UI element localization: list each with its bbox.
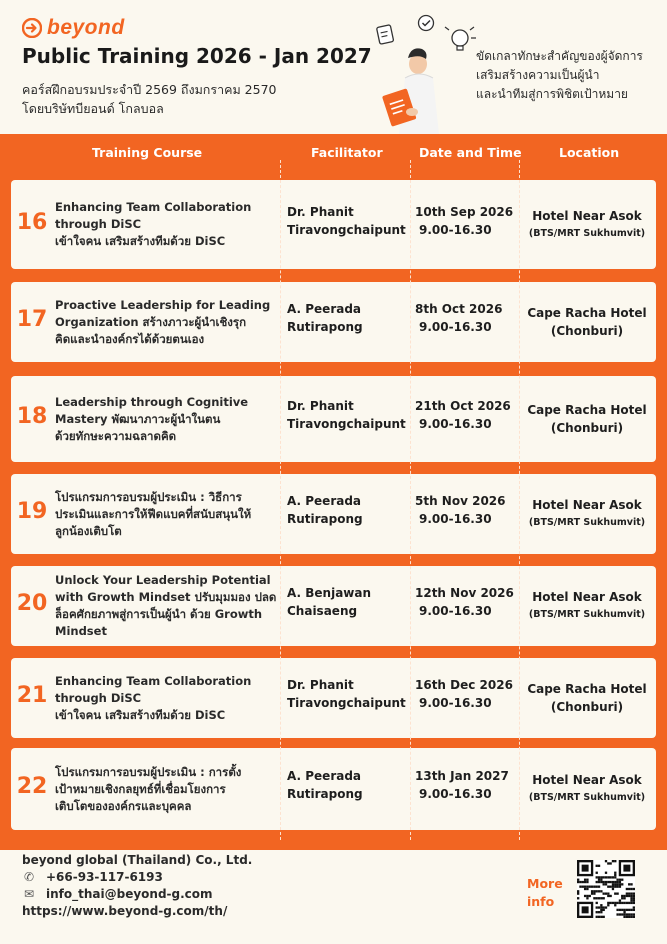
location-detail: (BTS/MRT Sukhumvit) <box>528 609 646 620</box>
course-title-line: ลูกน้องเติบโต <box>55 523 122 538</box>
course-title-line: through DiSC <box>55 217 142 231</box>
course-title-line: Mindset <box>55 624 107 638</box>
date-time <box>415 584 514 620</box>
more-info-line: info <box>527 894 555 909</box>
course-title-line: เติบโตขององค์กรและบุคคล <box>55 798 192 813</box>
course-title <box>55 394 248 445</box>
course-title-line: เข้าใจคน เสริมสร้างทีมด้วย DiSC <box>55 234 226 248</box>
facilitator-name-line: A. Peerada <box>287 494 362 508</box>
facilitator-name-line: Tiravongchaipunt <box>287 222 406 237</box>
course-title-line: โปรแกรมการอบรมผู้ประเมิน : วิธีการ <box>55 489 242 504</box>
facilitator <box>287 492 363 528</box>
table-row <box>11 376 656 462</box>
date-time <box>415 203 513 239</box>
course-title-line: ล็อคศักยภาพสู่การเป็นผู้นำ ด้วย Growth <box>55 607 263 621</box>
location-detail: (BTS/MRT Sukhumvit) <box>528 227 646 239</box>
location-name: Cape Racha Hotel <box>527 682 647 696</box>
subtitle-line: คอร์สฝึกอบรมประจำปี 2569 ถึงมกราคม 2570 <box>22 82 277 97</box>
phone-icon: ✆ <box>23 870 35 884</box>
course-title-line: through DiSC <box>55 690 142 705</box>
location-detail: (Chonburi) <box>550 700 624 714</box>
course-number: 18 <box>16 404 48 429</box>
location-detail: (Chonburi) <box>550 421 624 435</box>
column-divider <box>519 160 520 840</box>
course-title-line: โปรแกรมการอบรมผู้ประเมิน : การตั้ง <box>55 764 242 779</box>
checkmark-icon <box>419 16 434 31</box>
course-number: 20 <box>16 591 48 616</box>
facilitator <box>287 397 406 433</box>
facilitator-name-line: A. Peerada <box>287 769 362 783</box>
lightbulb-icon <box>445 27 476 50</box>
table-row <box>11 474 656 554</box>
course-title-line: คิดและนำองค์กรได้ด้วยตนเอง <box>55 331 205 346</box>
session-date: 13th Jan 2027 <box>415 769 509 783</box>
course-title-line: เป้าหมายเชิงกลยุทธ์ที่เชื่อมโยงการ <box>55 781 226 796</box>
course-title-line: Enhancing Team Collaboration <box>55 673 252 688</box>
course-title <box>55 764 241 815</box>
facilitator <box>287 203 406 239</box>
brand-logo <box>22 16 125 40</box>
column-header-facilitator: Facilitator <box>311 145 383 160</box>
facilitator-name-line: Rutirapong <box>287 320 363 334</box>
column-header-course: Training Course <box>92 145 203 160</box>
location-name: Hotel Near Asok <box>532 498 642 512</box>
session-date: 10th Sep 2026 <box>415 204 514 219</box>
facilitator <box>287 767 363 803</box>
table-row <box>11 658 656 738</box>
document-icon <box>376 25 393 45</box>
location <box>521 771 653 807</box>
more-info-line: More <box>527 876 563 891</box>
session-date: 5th Nov 2026 <box>415 494 506 508</box>
page-subtitle <box>22 80 277 118</box>
facilitator-name-line: Dr. Phanit <box>287 399 354 413</box>
session-time: 9.00-16.30 <box>419 417 492 431</box>
tagline-line: และนำทีมสู่การพิชิตเป้าหมาย <box>476 87 628 101</box>
session-time: 9.00-16.30 <box>419 512 492 526</box>
page-title: Public Training 2026 - Jan 2027 <box>22 44 372 68</box>
location <box>521 401 653 437</box>
facilitator <box>287 676 406 712</box>
facilitator-name-line: Tiravongchaipunt <box>287 417 406 431</box>
session-date: 21th Oct 2026 <box>415 399 511 413</box>
facilitator-name-line: Rutirapong <box>287 512 363 526</box>
facilitator-name-line: Dr. Phanit <box>287 204 354 219</box>
date-time <box>415 397 511 433</box>
website-link[interactable]: https://www.beyond-g.com/th/ <box>22 904 228 918</box>
location-name: Hotel Near Asok <box>532 590 642 604</box>
email-address[interactable]: info_thai@beyond-g.com <box>46 887 213 901</box>
qr-code[interactable] <box>577 860 635 918</box>
phone-number[interactable]: +66-93-117-6193 <box>46 870 163 884</box>
date-time <box>415 676 513 712</box>
table-row <box>11 180 656 269</box>
course-title-line: Proactive Leadership for Leading <box>55 297 271 312</box>
tagline-line: ขัดเกลาทักษะสำคัญของผู้จัดการ <box>476 49 643 63</box>
more-info-label <box>527 875 563 911</box>
session-time: 9.00-16.30 <box>419 787 492 801</box>
column-divider <box>280 160 281 840</box>
session-time: 9.00-16.30 <box>419 222 492 237</box>
facilitator-name-line: A. Peerada <box>287 302 362 316</box>
course-number: 17 <box>16 307 48 332</box>
date-time <box>415 300 502 336</box>
facilitator-name-line: A. Benjawan <box>287 586 372 600</box>
table-row <box>11 282 656 362</box>
course-title-line: Leadership through Cognitive <box>55 394 249 409</box>
session-time: 9.00-16.30 <box>419 604 492 618</box>
session-time: 9.00-16.30 <box>419 320 492 334</box>
course-number: 19 <box>16 499 48 524</box>
course-title <box>55 199 251 250</box>
facilitator-name-line: Chaisaeng <box>287 604 358 618</box>
location-detail: (BTS/MRT Sukhumvit) <box>528 792 646 803</box>
column-header-location: Location <box>559 145 620 160</box>
location <box>521 680 653 716</box>
course-title-line: Mastery พัฒนาภาวะผู้นำในตน <box>55 411 221 426</box>
course-title-line: Organization สร้างภาวะผู้นำเชิงรุก <box>55 314 247 329</box>
course-title-line: Enhancing Team Collaboration <box>55 200 252 214</box>
location-detail: (Chonburi) <box>550 324 624 338</box>
beyond-logo-icon <box>22 18 42 38</box>
table-row <box>11 566 656 646</box>
facilitator <box>287 300 363 336</box>
location-name: Hotel Near Asok <box>532 208 642 223</box>
date-time <box>415 492 506 528</box>
course-title-line: Unlock Your Leadership Potential <box>55 573 271 587</box>
course-number: 21 <box>16 683 48 708</box>
reading-person-illustration <box>372 14 482 134</box>
location <box>521 588 653 624</box>
column-header-date: Date and Time <box>419 145 522 160</box>
session-date: 12th Nov 2026 <box>415 586 514 600</box>
date-time <box>415 767 509 803</box>
session-date: 8th Oct 2026 <box>415 302 503 316</box>
location-detail: (BTS/MRT Sukhumvit) <box>528 517 646 528</box>
brand-name: beyond <box>47 16 125 39</box>
table-row <box>11 748 656 830</box>
subtitle-line: โดยบริษัทบียอนด์ โกลบอล <box>22 101 164 116</box>
course-title-line: ด้วยทักษะความฉลาดคิด <box>55 428 177 443</box>
location-name: Cape Racha Hotel <box>527 306 647 320</box>
company-name: beyond global (Thailand) Co., Ltd. <box>22 853 253 867</box>
course-title-line: เข้าใจคน เสริมสร้างทีมด้วย DiSC <box>55 707 226 722</box>
course-title <box>55 673 251 724</box>
location <box>521 496 653 532</box>
mail-icon: ✉ <box>23 887 35 901</box>
course-title-line: ประเมินและการให้ฟีดแบคที่สนับสนุนให้ <box>55 506 252 521</box>
course-title <box>55 297 270 348</box>
contact-block <box>22 852 252 920</box>
course-title-line: with Growth Mindset ปรับมุมมอง ปลด <box>55 590 277 604</box>
course-number: 16 <box>16 209 48 235</box>
facilitator-name-line: Dr. Phanit <box>287 678 354 692</box>
location-name: Cape Racha Hotel <box>527 403 647 417</box>
facilitator-name-line: Tiravongchaipunt <box>287 696 406 710</box>
facilitator <box>287 584 371 620</box>
location <box>521 304 653 340</box>
session-date: 16th Dec 2026 <box>415 678 513 692</box>
column-divider <box>410 160 411 840</box>
facilitator-name-line: Rutirapong <box>287 787 363 801</box>
course-number: 22 <box>16 774 48 799</box>
tagline-line: เสริมสร้างความเป็นผู้นำ <box>476 68 600 82</box>
course-title <box>55 489 251 540</box>
location <box>521 207 653 243</box>
course-title <box>55 572 276 640</box>
tagline <box>476 47 643 104</box>
location-name: Hotel Near Asok <box>532 773 642 787</box>
session-time: 9.00-16.30 <box>419 696 492 710</box>
